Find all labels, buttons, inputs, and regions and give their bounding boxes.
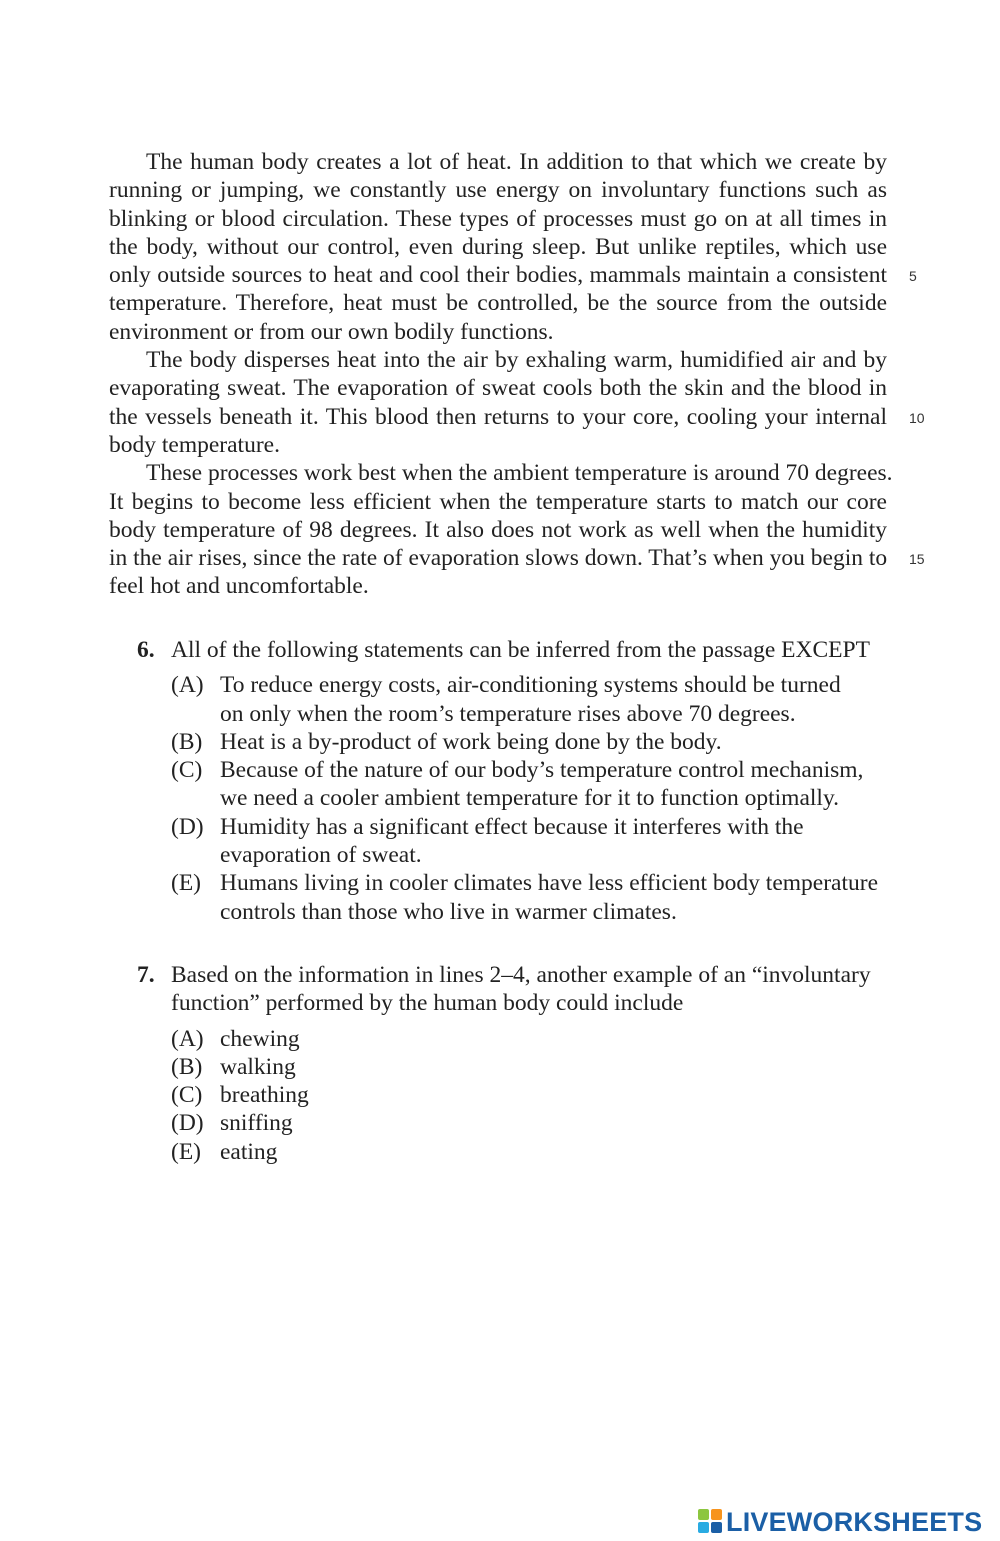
- option-letter: (C): [171, 1082, 203, 1109]
- question-6-option-b[interactable]: [109, 728, 909, 756]
- question-7: [109, 961, 909, 1166]
- icon-square-2: [711, 1509, 722, 1520]
- option-letter: (C): [171, 757, 203, 784]
- option-letter: (E): [171, 1138, 202, 1165]
- question-6-stem: [109, 636, 909, 664]
- option-text: breathing: [220, 1082, 309, 1109]
- passage-line-15: [109, 544, 925, 572]
- passage-line-6: temperature. Therefore, heat must be controlled, be the source from the outside: [109, 290, 887, 317]
- option-letter: (A): [171, 1025, 204, 1052]
- liveworksheets-wordmark: LIVEWORKSHEETS: [726, 1506, 983, 1537]
- passage-line-11: body temperature.: [109, 431, 280, 458]
- passage-line-3: blinking or blood circulation. These types of processes must go on at all times in: [109, 205, 887, 232]
- passage-line-1: The human body creates a lot of heat. In addition to that which we create by: [146, 149, 887, 175]
- passage-line-4: the body, without our control, even during sleep. But unlike reptiles, which use: [109, 233, 887, 260]
- passage-line-14: body temperature of 98 degrees. It also does not work as well when the humidity: [109, 516, 887, 543]
- passage-line-5-text: only outside sources to heat and cool their bodies, mammals maintain a consistent: [109, 262, 887, 289]
- question-6-options: [109, 671, 909, 926]
- icon-square-4: [711, 1522, 722, 1533]
- liveworksheets-icon: [698, 1509, 724, 1535]
- question-7-option-d[interactable]: [109, 1109, 909, 1137]
- question-7-options: [109, 1025, 909, 1166]
- question-7-stem: [109, 961, 909, 989]
- option-text: sniffing: [220, 1110, 293, 1137]
- question-7-stem-text: Based on the information in lines 2–4, another example of an “involuntary: [171, 962, 871, 988]
- question-6: [109, 636, 909, 926]
- question-7-number: 7.: [137, 962, 155, 988]
- option-text-line: Humidity has a significant effect because it interferes with the: [220, 813, 804, 840]
- passage-line-7: environment or from our own bodily functions.: [109, 318, 554, 345]
- option-text-line: on only when the room’s temperature rises above 70 degrees.: [220, 700, 796, 727]
- option-letter: (D): [171, 1110, 204, 1137]
- passage-line-2: running or jumping, we constantly use energy on involuntary functions such as: [109, 177, 887, 204]
- passage-line-8: The body disperses heat into the air by exhaling warm, humidified air and by: [146, 347, 887, 374]
- option-letter: (D): [171, 813, 204, 840]
- option-text-line: controls than those who live in warmer climates.: [220, 898, 677, 925]
- question-7-option-a[interactable]: [109, 1025, 909, 1053]
- option-letter: (B): [171, 1053, 203, 1080]
- option-text: walking: [220, 1053, 296, 1080]
- question-6-number: 6.: [137, 637, 155, 663]
- option-letter: (B): [171, 728, 203, 755]
- question-6-option-c[interactable]: [109, 756, 909, 813]
- passage-line-10-text: the vessels beneath it. This blood then returns to your core, cooling your internal: [109, 403, 887, 430]
- line-number-10: 10: [909, 409, 925, 426]
- line-number-5: 5: [909, 268, 917, 285]
- option-text: chewing: [220, 1025, 300, 1052]
- option-text-line: Heat is a by-product of work being done by the body.: [220, 728, 722, 755]
- reading-passage: [109, 148, 925, 601]
- option-text-line: To reduce energy costs, air-conditioning systems should be turned: [220, 672, 841, 699]
- option-letter: (E): [171, 870, 202, 897]
- passage-line-5: [109, 261, 917, 289]
- question-6-stem-text: All of the following statements can be inferred from the passage EXCEPT: [171, 637, 870, 663]
- question-7-option-b[interactable]: [109, 1053, 909, 1081]
- passage-line-16: feel hot and uncomfortable.: [109, 573, 369, 600]
- option-text-line: Humans living in cooler climates have less efficient body temperature: [220, 870, 879, 897]
- option-text: eating: [220, 1138, 278, 1165]
- question-6-option-a[interactable]: [109, 671, 909, 728]
- line-number-15: 15: [909, 551, 925, 568]
- option-letter: (A): [171, 672, 204, 699]
- icon-square-3: [698, 1522, 709, 1533]
- liveworksheets-logo[interactable]: [698, 1505, 982, 1539]
- option-text-line: Because of the nature of our body’s temperature control mechanism,: [220, 757, 864, 784]
- question-7-option-e[interactable]: [109, 1138, 909, 1166]
- question-6-option-d[interactable]: [109, 813, 909, 870]
- icon-square-1: [698, 1509, 709, 1520]
- question-7-option-c[interactable]: [109, 1081, 909, 1109]
- question-6-option-e[interactable]: [109, 869, 909, 926]
- passage-line-10: [109, 403, 925, 431]
- passage-line-9: evaporating sweat. The evaporation of sweat cools both the skin and the blood in: [109, 375, 887, 402]
- passage-line-12: These processes work best when the ambient temperature is around 70 degrees.: [146, 460, 893, 487]
- question-7-stem-continued: function” performed by the human body could include: [171, 990, 684, 1017]
- passage-line-15-text: in the air rises, since the rate of evaporation slows down. That’s when you begin to: [109, 545, 888, 572]
- passage-line-13: It begins to become less efficient when the temperature starts to match our core: [109, 488, 887, 515]
- option-text-line: we need a cooler ambient temperature for it to function optimally.: [220, 785, 840, 812]
- option-text-line: evaporation of sweat.: [220, 842, 422, 869]
